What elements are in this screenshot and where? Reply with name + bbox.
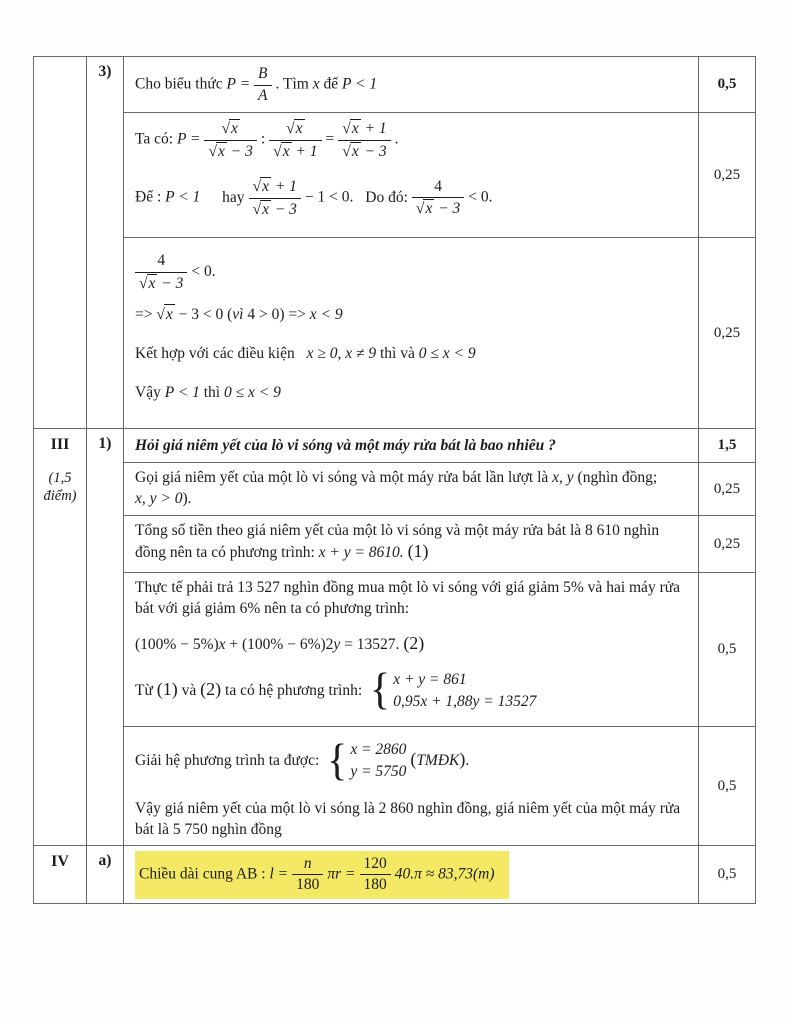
- question-number-cell: [34, 57, 87, 429]
- answer-key-table: [33, 56, 756, 904]
- text: Tổng số tiền theo giá niêm yết của một lò vi sóng và một máy rửa bát là 8 610 nghìn đồng nên ta có phương trình:: [135, 522, 660, 561]
- row-4a: [34, 845, 756, 903]
- text: Kết hợp với các điều kiện: [135, 345, 295, 363]
- fraction-denominator: [135, 273, 187, 295]
- left-paren: (: [410, 748, 417, 769]
- text: Vậy giá niêm yết của một lò vi sóng là 2 860 nghìn đồng, giá niêm yết của một máy rửa bát là 5 750 nghìn đồng: [135, 799, 681, 838]
- system-brace: {: [370, 666, 391, 715]
- sub-item-cell: [87, 57, 124, 429]
- points-cell: 0,5: [699, 57, 756, 113]
- row-q3-step1: [34, 113, 756, 238]
- math-var: y: [333, 635, 341, 653]
- sub-item-cell: [87, 429, 124, 846]
- content-cell: [124, 57, 699, 113]
- fraction: [412, 177, 464, 220]
- sqrt-sign: √: [342, 142, 351, 160]
- fraction-n-over-180: [292, 854, 323, 896]
- radicand: x: [295, 120, 303, 137]
- points-cell: 0,25: [699, 516, 756, 573]
- text: Do đó:: [365, 188, 408, 206]
- solution-line: [135, 736, 690, 785]
- fraction-numerator: 4: [412, 177, 464, 199]
- math-p-equals: P =: [176, 130, 201, 148]
- question-head-text: Hỏi giá niêm yết của lò vi sóng và một máy rửa bát là bao nhiêu ?: [135, 436, 556, 454]
- solution-line: [135, 251, 690, 294]
- solution-line equation-line: [135, 634, 690, 656]
- text: ).: [182, 489, 192, 507]
- sub-item-label: 1): [98, 435, 112, 452]
- text: Để :: [135, 188, 162, 206]
- text: Chiều dài cung AB :: [139, 865, 266, 883]
- row-q3-step2: [34, 238, 756, 429]
- equation-system: [327, 736, 407, 785]
- statement-text: . Tìm: [275, 75, 309, 93]
- sqrt-sign: √: [286, 120, 295, 137]
- radicand: x: [218, 142, 225, 160]
- fraction-denominator: [412, 198, 464, 220]
- question-number-cell: [34, 845, 87, 903]
- sqrt-sign: √: [273, 142, 282, 160]
- statement-text: Cho biểu thức: [135, 75, 223, 93]
- fraction-denominator: [204, 141, 256, 163]
- fraction-numerator: n: [292, 854, 323, 876]
- text: thì và: [380, 345, 415, 363]
- math-text: x < 9: [309, 306, 343, 324]
- points-cell: 0,5: [699, 727, 756, 846]
- fraction-denominator: 180: [296, 876, 320, 894]
- row-3-step4: [34, 727, 756, 846]
- math-result: 40.π ≈ 83,73(m): [394, 865, 495, 883]
- math-tail: − 3: [438, 200, 461, 218]
- text-italic: TMĐK: [416, 751, 460, 769]
- fraction: [269, 118, 321, 162]
- math-tail: + 1: [364, 120, 387, 137]
- radicand: x: [148, 274, 156, 292]
- content-cell: [124, 727, 699, 846]
- system-equations: [393, 670, 536, 713]
- equation-ref: (1): [156, 678, 178, 699]
- points-cell: 1,5: [699, 429, 756, 463]
- points-cell: 0,25: [699, 113, 756, 238]
- solution-line: [135, 118, 690, 162]
- radicand: x: [164, 304, 175, 326]
- text: Từ: [135, 681, 153, 699]
- fraction-numerator: [269, 118, 321, 141]
- equals-sign: =: [325, 130, 335, 148]
- period: .: [394, 130, 399, 148]
- text: hay: [222, 188, 245, 206]
- radicand: x: [351, 120, 359, 137]
- fraction: [135, 251, 187, 294]
- sqrt-sign: √: [208, 142, 217, 160]
- row-3-step1: [34, 463, 756, 516]
- sqrt-sign: √: [252, 200, 262, 218]
- fraction-denominator: 180: [363, 876, 387, 894]
- row-3-head: [34, 429, 756, 463]
- math-condition: P < 1: [165, 188, 201, 206]
- math-conditions: x ≥ 0, x ≠ 9: [306, 345, 377, 363]
- text: Giải hệ phương trình ta được:: [135, 751, 320, 769]
- math-text: − 3 < 0 (: [178, 306, 233, 324]
- math-text: (100% − 5%): [135, 635, 219, 653]
- tmdk-note: [410, 748, 470, 769]
- math-text: = 13527.: [344, 635, 400, 653]
- solution-line: [135, 578, 690, 620]
- right-paren: ): [459, 748, 466, 769]
- fraction-denominator: [249, 199, 301, 221]
- solution-line: [135, 176, 690, 220]
- math-l-equals: l =: [269, 865, 289, 883]
- row-3-step3: [34, 573, 756, 727]
- text: và: [181, 681, 197, 699]
- math-interval: 0 ≤ x < 9: [223, 384, 281, 402]
- text: Ta có:: [135, 130, 174, 148]
- math-var: x: [218, 635, 226, 653]
- radicand: x: [230, 120, 238, 137]
- equation-ref: (2): [403, 632, 425, 653]
- note-line: (1,5: [48, 469, 72, 486]
- math-text: 4 > 0) =>: [247, 306, 306, 324]
- fraction-numerator: B: [254, 64, 271, 86]
- fraction-numerator: [204, 118, 256, 141]
- math-condition: x, y > 0: [135, 489, 183, 507]
- math-pi-r: πr =: [327, 865, 356, 883]
- solution-line: [135, 383, 690, 404]
- math-equation: x + y = 8610.: [318, 543, 404, 561]
- radicand: x: [282, 142, 290, 160]
- text: ta có hệ phương trình:: [225, 681, 363, 699]
- sqrt-sign: √: [342, 120, 351, 137]
- fraction: [338, 118, 390, 162]
- math-condition: P < 1: [341, 75, 378, 93]
- sqrt-sign: √: [415, 200, 425, 218]
- note-line: điểm): [43, 487, 77, 504]
- content-cell: [124, 516, 699, 573]
- radicand: x: [351, 142, 359, 160]
- sqrt-sign: √: [139, 274, 148, 292]
- points-cell: 0,5: [699, 573, 756, 727]
- text: Gọi giá niêm yết của một lò vi sóng và một máy rửa bát lần lượt là: [135, 469, 549, 486]
- text: (nghìn đồng;: [577, 469, 658, 486]
- radicand: x: [262, 200, 269, 218]
- math-text: < 0.: [191, 263, 216, 281]
- text-italic: vì: [232, 306, 244, 324]
- solution-line: [135, 799, 690, 841]
- math-tail: + 1: [274, 178, 297, 196]
- system-equation: 0,95x + 1,88y = 13527: [393, 692, 537, 710]
- radicand: x: [425, 200, 433, 218]
- fraction-denominator: [269, 141, 321, 163]
- math-text: − 1 < 0.: [304, 188, 354, 206]
- content-cell: [124, 113, 699, 238]
- fraction: [204, 118, 256, 162]
- math-vars: x, y: [552, 469, 574, 486]
- points-cell: 0,25: [699, 238, 756, 429]
- text: Thực tế phải trả 13 527 nghìn đồng mua một lò vi sóng với giá giảm 5% và hai máy rửa bát với giá giảm 6% nên ta có phương trình:: [135, 579, 681, 617]
- text: Vậy: [135, 384, 161, 402]
- math-tail: − 3: [161, 274, 184, 292]
- question-number-cell: [34, 429, 87, 846]
- system-equation: y = 5750: [350, 762, 407, 780]
- content-cell: [124, 238, 699, 429]
- math-condition: P < 1: [164, 384, 200, 402]
- sub-item-label: 3): [98, 63, 112, 80]
- divide-colon: :: [260, 130, 266, 148]
- highlighted-formula: [135, 851, 509, 899]
- system-equation: x = 2860: [350, 741, 407, 758]
- radicand: x: [262, 178, 269, 196]
- content-cell: [124, 845, 699, 903]
- math-text: < 0.: [468, 188, 493, 206]
- fraction-numerator: 120: [360, 854, 391, 876]
- system-equation: x + y = 861: [393, 670, 467, 688]
- equation-ref: (2): [200, 678, 222, 699]
- sqrt-sign: √: [221, 120, 230, 137]
- implies-sign: =>: [135, 306, 153, 324]
- math-tail: − 3: [230, 142, 253, 160]
- math-tail: − 3: [364, 142, 387, 160]
- question-roman-numeral: III: [50, 436, 70, 453]
- sqrt-sign: √: [156, 306, 165, 324]
- content-cell: [124, 463, 699, 516]
- fraction-denominator: A: [258, 86, 268, 104]
- math-interval: 0 ≤ x < 9: [418, 345, 476, 363]
- fraction-numerator: 4: [135, 251, 187, 273]
- sqrt-sign: √: [252, 178, 262, 196]
- text: thì: [203, 384, 221, 402]
- fraction: [249, 176, 301, 220]
- question-points-note: [35, 469, 85, 505]
- equation-system: [370, 666, 537, 715]
- math-tail: − 3: [274, 200, 297, 218]
- points-cell: 0,25: [699, 463, 756, 516]
- math-text: + (100% − 6%)2: [229, 635, 334, 653]
- sub-item-label: a): [98, 851, 112, 869]
- sqrt-expression: [156, 306, 174, 323]
- content-cell: [124, 573, 699, 727]
- fraction-b-over-a: [254, 64, 271, 106]
- sub-item-cell: [87, 845, 124, 903]
- points-cell: 0,5: [699, 845, 756, 903]
- system-brace: {: [327, 736, 348, 785]
- math-tail: + 1: [295, 142, 318, 160]
- statement-text: để: [323, 75, 339, 93]
- fraction-numerator: [338, 118, 390, 141]
- row-q3-statement: [34, 57, 756, 113]
- math-p-equals: P =: [226, 75, 251, 93]
- system-equations: [350, 740, 406, 783]
- row-3-step2: [34, 516, 756, 573]
- question-roman-numeral: IV: [51, 852, 69, 870]
- math-var-x: x: [312, 75, 320, 93]
- equation-ref: (1): [407, 540, 429, 561]
- fraction-numerator: [249, 176, 301, 199]
- fraction-denominator: [338, 141, 390, 163]
- period: .: [465, 751, 470, 769]
- content-cell: [124, 429, 699, 463]
- fraction-120-over-180: [360, 854, 391, 896]
- solution-line: [135, 666, 690, 715]
- solution-line: [135, 304, 690, 326]
- solution-line: [135, 344, 690, 365]
